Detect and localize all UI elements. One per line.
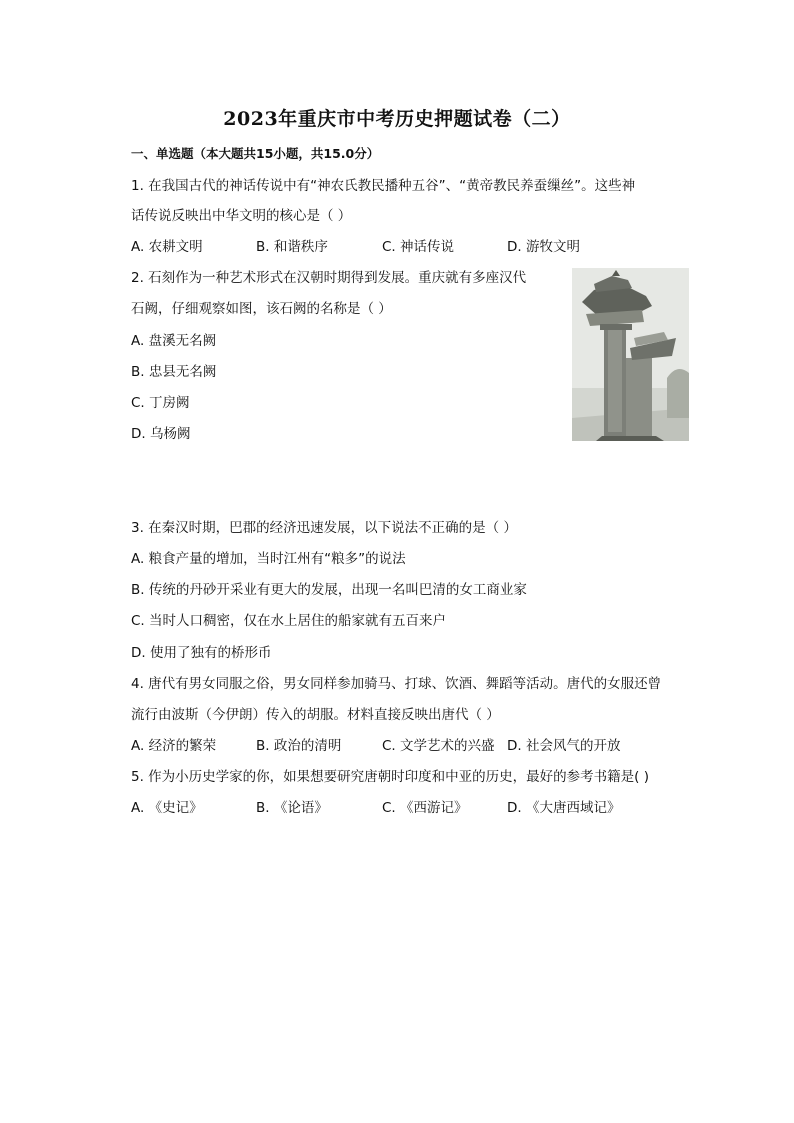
question-4-option-d: D. 社会风气的开放 <box>507 738 621 754</box>
question-5-option-d: D. 《大唐西域记》 <box>507 800 621 816</box>
question-2-line-1: 2. 石刻作为一种艺术形式在汉朝时期得到发展。重庆就有多座汉代 <box>131 270 527 286</box>
page-title: 2023年重庆市中考历史押题试卷（二） <box>223 108 571 130</box>
question-2-line-2: 石阙，仔细观察如图，该石阙的名称是（ ） <box>131 301 392 317</box>
question-3-option-d: D. 使用了独有的桥形币 <box>131 645 272 661</box>
question-2-option-d: D. 乌杨阙 <box>131 426 191 442</box>
question-3-option-b: B. 传统的丹砂开采业有更大的发展，出现一名叫巴清的女工商业家 <box>131 582 527 598</box>
question-1-option-a: A. 农耕文明 <box>131 239 203 255</box>
question-5-option-b: B. 《论语》 <box>256 800 328 816</box>
question-1-line-2: 话传说反映出中华文明的核心是（ ） <box>131 208 352 224</box>
question-5-line-1: 5. 作为小历史学家的你，如果想要研究唐朝时印度和中亚的历史，最好的参考书籍是( ) <box>131 769 649 785</box>
question-1-option-b: B. 和谐秩序 <box>256 239 328 255</box>
question-4-option-a: A. 经济的繁荣 <box>131 738 217 754</box>
question-4-line-1: 4. 唐代有男女同服之俗，男女同样参加骑马、打球、饮酒、舞蹈等活动。唐代的女服还曾 <box>131 676 662 692</box>
question-5-option-a: A. 《史记》 <box>131 800 203 816</box>
question-4-option-c: C. 文学艺术的兴盛 <box>382 738 495 754</box>
question-3-option-c: C. 当时人口稠密，仅在水上居住的船家就有五百来户 <box>131 613 447 629</box>
question-4-line-2: 流行由波斯（今伊朗）传入的胡服。材料直接反映出唐代（ ） <box>131 707 500 723</box>
question-3-option-a: A. 粮食产量的增加，当时江州有“粮多”的说法 <box>131 551 406 567</box>
question-1-option-d: D. 游牧文明 <box>507 239 580 255</box>
question-4-option-b: B. 政治的清明 <box>256 738 342 754</box>
question-2-option-c: C. 丁房阙 <box>131 395 190 411</box>
question-5-option-c: C. 《西游记》 <box>382 800 468 816</box>
question-3-line-1: 3. 在秦汉时期，巴郡的经济迅速发展，以下说法不正确的是（ ） <box>131 520 517 536</box>
stone-que-photo <box>572 268 689 441</box>
question-2-option-a: A. 盘溪无名阙 <box>131 333 217 349</box>
stone-que-illustration <box>572 268 689 441</box>
section-heading: 一、单选题（本大题共15小题，共15.0分） <box>131 146 380 161</box>
question-1-option-c: C. 神话传说 <box>382 239 455 255</box>
question-2-option-b: B. 忠县无名阙 <box>131 364 217 380</box>
question-1-line-1: 1. 在我国古代的神话传说中有“神农氏教民播种五谷”、“黄帝教民养蚕缫丝”。这些神 <box>131 178 636 194</box>
